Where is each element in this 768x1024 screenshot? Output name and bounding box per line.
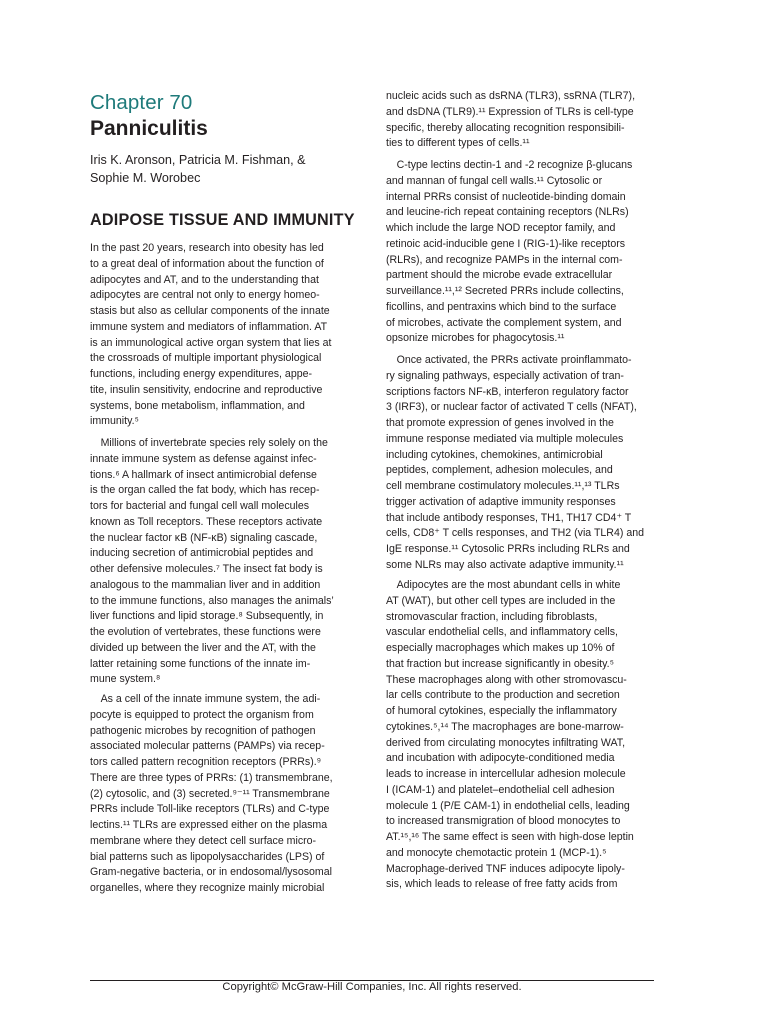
text-line: immunity.⁵ [90, 415, 139, 428]
text-line: vascular endothelial cells, and inflammatory cells, [386, 626, 618, 639]
text-line: immune system and mediators of inflammation. AT [90, 320, 328, 333]
text-line: the crossroads of multiple important physiological [90, 352, 322, 365]
copyright-footer: Copyright© McGraw-Hill Companies, Inc. All rights reserved. [222, 981, 522, 993]
text-line: Macrophage-derived TNF induces adipocyte lipoly- [386, 862, 625, 875]
text-line: (2) cytosolic, and (3) secreted.⁹⁻¹¹ Transmembrane [90, 787, 330, 800]
text-line: pathogenic microbes by recognition of pathogen [90, 724, 316, 737]
text-line: the evolution of vertebrates, these functions were [90, 626, 321, 638]
text-line: sis, which leads to release of free fatty acids from [386, 878, 618, 891]
text-line: There are three types of PRRs: (1) transmembrane, [90, 771, 333, 784]
text-line: I (ICAM-1) and platelet–endothelial cell adhesion [386, 783, 615, 796]
text-line: pocyte is equipped to protect the organism from [90, 708, 314, 721]
text-line: These macrophages along with other stromovascu- [386, 673, 627, 686]
text-line: of humoral cytokines, especially the inflammatory [386, 705, 617, 717]
text-line: (RLRs), and recognize PAMPs in the internal com- [386, 253, 623, 266]
text-line: to a great deal of information about the function of [90, 257, 324, 270]
text-line: trigger activation of adaptive immunity responses [386, 495, 616, 508]
text-line: lectins.¹¹ TLRs are expressed either on the plasma [90, 819, 328, 831]
text-line: especially macrophages which makes up 10% of [386, 642, 615, 654]
text-line: tors for bacterial and fungal cell wall molecules [90, 500, 310, 512]
text-line: 3 (IRF3), or nuclear factor of activated T cells (NFAT), [386, 401, 637, 414]
authors-line: Iris K. Aronson, Patricia M. Fishman, & [90, 153, 306, 167]
right-paragraph-1 [386, 89, 635, 152]
text-line: latter retaining some functions of the innate im- [90, 657, 311, 670]
text-line: divided up between the liver and the AT, with the [90, 641, 316, 654]
text-line: leads to increase in intercellular adhesion molecule [386, 768, 626, 780]
right-paragraph-2 [386, 158, 632, 347]
text-line: other defensive molecules.⁷ The insect fat body is [90, 563, 323, 575]
text-line: which include the large NOD receptor family, and [386, 222, 616, 234]
text-line: internal PRRs consist of nucleotide-binding domain [386, 190, 626, 203]
authors-line: Sophie M. Worobec [90, 170, 201, 185]
text-line: stromovascular fraction, including fibroblasts, [386, 610, 598, 623]
left-paragraph-2 [90, 436, 334, 688]
text-line: that promote expression of genes involved in the [386, 417, 614, 429]
text-line: Adipocytes are the most abundant cells in white [386, 579, 621, 591]
text-line: C-type lectins dectin-1 and -2 recognize β-glucans [386, 159, 633, 171]
text-line: opsonize microbes for phagocytosis.¹¹ [386, 332, 565, 345]
text-line: nucleic acids such as dsRNA (TLR3), ssRNA (TLR7), [386, 90, 636, 102]
text-line: Millions of invertebrate species rely solely on the [90, 437, 328, 449]
text-line: cells, CD8⁺ T cells responses, and TH2 (via TLR4) and [386, 527, 644, 540]
text-line: that fraction but increase significantly in obesity.⁵ [386, 657, 614, 670]
text-line: liver functions and lipid storage.⁸ Subsequently, in [90, 610, 324, 623]
text-line: molecule 1 (P/E CAM-1) in endothelial cells, leading [386, 799, 630, 812]
text-line: to increased transmigration of blood monocytes to [386, 815, 621, 828]
text-line: tions.⁶ A hallmark of insect antimicrobial defense [90, 468, 317, 481]
text-line: lar cells contribute to the production and secretion [386, 689, 620, 702]
right-paragraph-4 [386, 578, 634, 893]
text-line: derived from circulating monocytes infiltrating WAT, [386, 736, 626, 749]
text-line: Gram-negative bacteria, or in endosomal/lysosomal [90, 866, 333, 879]
text-line: Once activated, the PRRs activate proinflammato- [386, 354, 632, 366]
text-line: AT (WAT), but other cell types are included in the [386, 594, 616, 607]
text-line: that include antibody responses, TH1, TH17 CD4⁺ T [386, 511, 632, 524]
text-line: known as Toll receptors. These receptors activate [90, 515, 323, 528]
text-line: retinoic acid-inducible gene I (RIG-1)-like receptors [386, 237, 626, 250]
authors [90, 152, 360, 187]
text-line: mune system.⁸ [90, 673, 161, 686]
text-line: inducing secretion of antimicrobial peptides and [90, 547, 314, 560]
text-line: and incubation with adipocyte-conditioned media [386, 752, 615, 765]
text-line: and monocyte chemotactic protein 1 (MCP-1).⁵ [386, 846, 607, 859]
text-line: In the past 20 years, research into obesity has led [90, 242, 324, 254]
text-line: surveillance.¹¹,¹² Secreted PRRs include collectins, [386, 285, 624, 297]
left-paragraph-1 [90, 241, 331, 430]
text-line: ties to different types of cells.¹¹ [386, 137, 530, 150]
text-line: is the organ called the fat body, which has recep- [90, 484, 320, 497]
text-line: systems, bone metabolism, inflammation, and [90, 399, 305, 412]
text-line: the nuclear factor κB (NF-κB) signaling cascade, [90, 531, 318, 544]
text-line: membrane where they detect cell surface micro- [90, 834, 317, 847]
text-line: bial patterns such as lipopolysaccharides (LPS) of [90, 850, 325, 863]
text-line: including cytokines, chemokines, antimicrobial [386, 448, 603, 461]
text-line: to the immune functions, also manages the animals’ [90, 594, 334, 607]
chapter-title: Panniculitis [90, 117, 208, 140]
section-heading: ADIPOSE TISSUE AND IMMUNITY [90, 211, 355, 229]
text-line: peptides, complement, adhesion molecules, and [386, 464, 613, 477]
right-paragraph-3 [386, 353, 644, 574]
text-line: analogous to the mammalian liver and in addition [90, 578, 321, 591]
text-line: some NLRs may also activate adaptive immunity.¹¹ [386, 558, 624, 571]
text-line: As a cell of the innate immune system, the adi- [90, 693, 321, 705]
text-line: associated molecular patterns (PAMPs) via recep- [90, 740, 325, 753]
text-line: IgE response.¹¹ Cytosolic PRRs including RLRs and [386, 543, 630, 555]
text-line: tite, insulin sensitivity, endocrine and reproductive [90, 383, 323, 396]
chapter-number: Chapter 70 [90, 91, 193, 114]
text-line: tors called pattern recognition receptors (PRRs).⁹ [90, 756, 322, 768]
text-line: of microbes, activate the complement system, and [386, 316, 622, 329]
text-line: is an immunological active organ system that lies at [90, 336, 332, 349]
text-line: cytokines.⁵,¹⁴ The macrophages are bone-marrow- [386, 720, 624, 733]
text-line: stasis but also as cellular components of the innate [90, 305, 330, 317]
text-line: specific, thereby allocating recognition responsibili- [386, 121, 625, 134]
left-paragraph-3 [90, 692, 333, 897]
text-line: ry signaling pathways, especially activation of tran- [386, 369, 624, 382]
text-line: and mannan of fungal cell walls.¹¹ Cytosolic or [386, 174, 603, 187]
text-line: organelles, where they recognize mainly microbial [90, 882, 325, 894]
text-line: partment should the microbe evade extracellular [386, 269, 613, 282]
text-line: immune response mediated via multiple molecules [386, 432, 624, 445]
text-line: PRRs include Toll-like receptors (TLRs) and C-type [90, 803, 330, 816]
text-line: innate immune system as defense against infec- [90, 452, 317, 465]
text-line: and dsDNA (TLR9).¹¹ Expression of TLRs is cell-type [386, 105, 634, 118]
text-line: ficollins, and pentraxins which bind to the surface [386, 300, 617, 313]
text-line: functions, including energy expenditures, appe- [90, 368, 313, 380]
text-line: and leucine-rich repeat containing receptors (NLRs) [386, 206, 629, 219]
text-line: AT.¹⁵,¹⁶ The same effect is seen with high-dose leptin [386, 831, 634, 843]
text-line: cell membrane costimulatory molecules.¹¹,¹³ TLRs [386, 480, 620, 492]
text-line: adipocytes are central not only to energy homeo- [90, 289, 320, 302]
text-line: adipocytes and AT, and to the understanding that [90, 273, 319, 286]
text-line: scriptions factors NF-κB, interferon regulatory factor [386, 385, 629, 398]
